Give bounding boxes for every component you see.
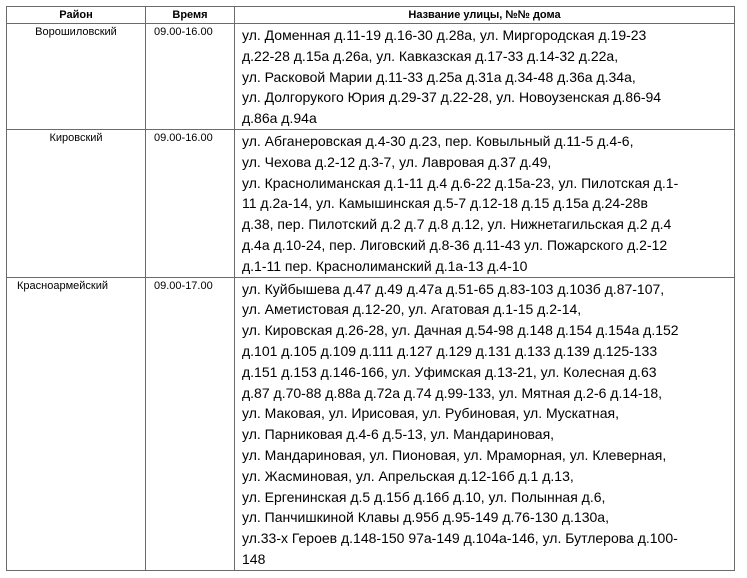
street-line: д.1-11 пер. Краснолиманский д.1а-13 д.4-10 (242, 257, 528, 274)
street-line: ул. Куйбышева д.47 д.49 д.47а д.51-65 д.83-103 д.103б д.87-107, (242, 280, 665, 297)
time-cell: 09.00-16.00 (146, 129, 235, 277)
street-line: ул. Долгорукого Юрия д.29-37 д.22-28, ул. Новоузенская д.86-94 (242, 89, 662, 106)
street-line: д.101 д.105 д.109 д.111 д.127 д.129 д.131 д.133 д.139 д.125-133 (242, 342, 658, 359)
street-line: д.38, пер. Пилотский д.2 д.7 д.8 д.12, ул. Нижнетагильская д.2 д.4 (242, 216, 672, 233)
table-row (7, 129, 735, 277)
street-line: 11 д.2а-14, ул. Камышинская д.5-7 д.12-18 д.15 д.15а д.24-28в (242, 195, 648, 212)
street-line: ул. Аметистовая д.12-20, ул. Агатовая д.1-15 д.2-14, (242, 301, 582, 318)
street-line: д.86а д.94а (242, 110, 317, 127)
street-line: ул. Кировская д.26-28, ул. Дачная д.54-98 д.148 д.154 д.154а д.152 (242, 322, 679, 339)
street-line: ул. Жасминовая, ул. Апрельская д.12-16б д.1 д.13, (242, 467, 574, 484)
district-cell: Ворошиловский (7, 24, 146, 130)
header-row (7, 7, 735, 24)
street-line: ул. Расковой Марии д.11-33 д.25а д.31а д.34-48 д.36а д.34а, (242, 68, 636, 85)
street-line: д.87 д.70-88 д.88а д.72а д.74 д.99-133, ул. Мятная д.2-6 д.14-18, (242, 384, 663, 401)
street-line: ул. Чехова д.2-12 д.3-7, ул. Лавровая д.37 д.49, (242, 153, 552, 170)
street-line: ул. Парниковая д.4-6 д.5-13, ул. Мандариновая, (242, 426, 555, 443)
street-line: д.4а д.10-24, пер. Лиговский д.8-36 д.11-43 ул. Пожарского д.2-12 (242, 236, 668, 253)
street-line: д.22-28 д.15а д.26а, ул. Кавказская д.17-33 д.14-32 д.22а, (242, 47, 619, 64)
header-time: Время (146, 7, 235, 24)
table-row (7, 24, 735, 130)
streets-cell (235, 24, 735, 130)
street-line: ул. Маковая, ул. Ирисовая, ул. Рубиновая, ул. Мускатная, (242, 405, 619, 422)
header-streets: Название улицы, №№ дома (235, 7, 735, 24)
table-row (7, 277, 735, 570)
district-cell: Красноармейский (7, 277, 146, 570)
street-line: ул. Ергенинская д.5 д.15б д.16б д.10, ул. Полынная д.6, (242, 488, 606, 505)
street-line: ул. Панчишкиной Клавы д.95б д.95-149 д.76-130 д.130а, (242, 509, 609, 526)
street-line: ул. Абганеровская д.4-30 д.23, пер. Ковыльный д.11-5 д.4-6, (242, 132, 634, 149)
streets-cell (235, 277, 735, 570)
district-cell: Кировский (7, 129, 146, 277)
outage-schedule-table (6, 6, 735, 571)
time-cell: 09.00-17.00 (146, 277, 235, 570)
street-line: ул. Мандариновая, ул. Пионовая, ул. Мраморная, ул. Клеверная, (242, 446, 667, 463)
time-cell: 09.00-16.00 (146, 24, 235, 130)
street-line: 148 (242, 550, 266, 567)
header-district: Район (7, 7, 146, 24)
street-line: ул.33-х Героев д.148-150 97а-149 д.104а-146, ул. Бутлерова д.100- (242, 530, 678, 547)
street-line: д.151 д.153 д.146-166, ул. Уфимская д.13-21, ул. Колесная д.63 (242, 363, 657, 380)
street-line: ул. Доменная д.11-19 д.16-30 д.28а, ул. Миргородская д.19-23 (242, 27, 647, 43)
street-line: ул. Краснолиманская д.1-11 д.4 д.6-22 д.15а-23, ул. Пилотская д.1- (242, 174, 679, 191)
streets-cell (235, 129, 735, 277)
